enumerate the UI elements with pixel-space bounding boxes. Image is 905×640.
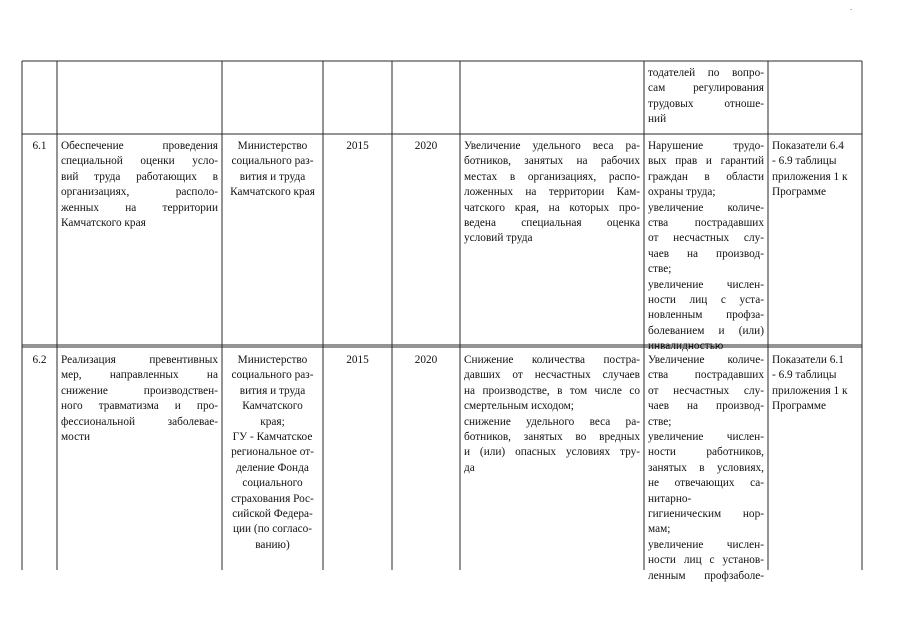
text-line: Обеспечение проведения: [61, 140, 218, 152]
text-line: Камчатского края: [61, 217, 146, 230]
text-line: от несчастных слу-: [648, 232, 764, 245]
text-line: Программе: [772, 400, 827, 413]
row2-consequences-cell: [648, 353, 764, 584]
text-line: ства пострадавших: [648, 369, 764, 382]
text-line: ГУ - Камчатское: [232, 431, 313, 444]
row2-number: 6.2: [32, 354, 47, 366]
row2-event-cell: [61, 353, 218, 445]
text-line: социального: [242, 477, 303, 490]
text-line: ции (по согласо-: [232, 523, 313, 536]
text-line: вых прав и гарантий: [648, 155, 764, 168]
text-line: Показатели 6.1: [772, 354, 844, 366]
text-line: смертельным исходом;: [464, 400, 574, 413]
text-line: занятых в условиях,: [648, 461, 764, 474]
text-line: болеванием и (или): [648, 324, 764, 337]
text-line: трудовых отноше-: [648, 97, 764, 110]
row1-end-year: 2020: [414, 140, 438, 152]
text-line: ботников, занятых во вредных: [464, 431, 640, 444]
text-line: охраны труда;: [648, 186, 716, 199]
text-line: Камчатского: [242, 400, 303, 413]
text-line: Камчатского края: [230, 186, 315, 199]
text-line: ства пострадавших: [648, 217, 764, 230]
row1-number: 6.1: [32, 140, 47, 152]
text-line: снижение удельного веса ра-: [464, 415, 640, 428]
text-line: мер, направленных на: [61, 369, 218, 382]
text-line: Увеличение количе-: [648, 354, 764, 366]
row1-event-cell: [61, 139, 218, 231]
text-line: ленным профзаболе-: [648, 569, 764, 582]
row2-start-year: 2015: [346, 354, 369, 366]
row2-result-cell: [464, 353, 640, 476]
text-line: и (или) опасных условиях тру-: [464, 446, 640, 459]
text-line: условий труда: [464, 232, 533, 245]
text-line: чатского края, на которых про-: [464, 201, 640, 214]
text-line: новленным профза-: [648, 309, 764, 322]
text-line: Снижение количества постра-: [464, 354, 640, 366]
text-line: от несчастных слу-: [648, 384, 764, 397]
text-line: ведена специальная оценка: [464, 217, 640, 230]
text-line: вития и труда: [239, 170, 306, 183]
text-line: сийской Федера-: [232, 508, 313, 521]
row2-indicators-cell: [772, 353, 860, 415]
text-line: приложения 1 к: [772, 384, 848, 397]
row1-indicators-cell: [772, 139, 860, 201]
row2-end-year: 2020: [414, 354, 438, 366]
text-line: увеличение числен-: [648, 431, 764, 444]
text-line: увеличение числен-: [648, 278, 764, 291]
text-line: Министерство: [237, 354, 308, 366]
row1-executor-cell: [222, 139, 323, 201]
text-line: давших от несчастных случаев: [464, 369, 640, 382]
text-line: - 6.9 таблицы: [772, 369, 837, 382]
text-line: стве;: [648, 415, 672, 428]
text-line: мости: [61, 431, 91, 444]
text-line: на производстве, в том числе со: [464, 384, 640, 397]
text-line: страхования Рос-: [231, 492, 314, 505]
text-line: граждан в области: [648, 170, 764, 183]
text-line: Министерство: [237, 140, 308, 152]
text-line: Реализация превентивных: [61, 354, 218, 366]
text-line: сам регулирования: [648, 82, 764, 95]
text-line: чаев на производ-: [648, 400, 764, 413]
row1-result-cell: [464, 139, 640, 247]
text-line: увеличение количе-: [648, 201, 764, 214]
text-line: - 6.9 таблицы: [772, 155, 837, 168]
text-line: организациях, располо-: [61, 186, 218, 199]
text-line: ности лиц с установ-: [648, 554, 764, 567]
text-line: тодателей по вопро-: [648, 67, 764, 79]
text-line: снижение производствен-: [61, 384, 218, 397]
text-line: ний: [648, 113, 667, 126]
text-line: инвалидностью: [648, 340, 724, 353]
text-line: социального раз-: [231, 369, 314, 382]
text-line: ложенных на территории Кам-: [464, 186, 640, 199]
text-line: вий труда работающих в: [61, 170, 218, 183]
text-line: ботников, занятых на рабочих: [464, 155, 640, 168]
text-line: ванию): [255, 538, 290, 551]
text-line: Нарушение трудо-: [648, 140, 764, 152]
text-line: нитарно-: [648, 492, 692, 505]
text-line: ного травматизма и про-: [61, 400, 218, 413]
text-line: чаев на производ-: [648, 247, 764, 260]
text-line: женных на территории: [61, 201, 218, 214]
corner-mark: .: [850, 2, 853, 12]
text-line: социального раз-: [231, 155, 314, 168]
text-line: Программе: [772, 186, 827, 199]
text-line: региональное от-: [231, 446, 314, 459]
text-line: ности лиц с уста-: [648, 294, 764, 307]
text-line: увеличение числен-: [648, 538, 764, 551]
text-line: да: [464, 461, 475, 474]
row2-executor-cell: [222, 353, 323, 553]
row1-start-year: 2015: [346, 140, 369, 152]
text-line: стве;: [648, 263, 672, 276]
text-line: края;: [260, 415, 285, 428]
text-line: Увеличение удельного веса ра-: [464, 140, 640, 152]
text-line: местах в организациях, распо-: [464, 170, 640, 183]
text-line: гигиеническим нор-: [648, 508, 764, 521]
row1-consequences-cell: [648, 139, 764, 355]
text-line: не отвечающих са-: [648, 477, 764, 490]
text-line: ности работников,: [648, 446, 764, 459]
text-line: мам;: [648, 523, 671, 536]
text-line: Показатели 6.4: [772, 140, 844, 152]
text-line: вития и труда: [239, 384, 306, 397]
row0-consequences-cell: [648, 66, 764, 128]
text-line: фессиональной заболевае-: [61, 415, 218, 428]
text-line: специальной оценки усло-: [61, 155, 218, 168]
text-line: приложения 1 к: [772, 170, 848, 183]
text-line: деление Фонда: [236, 461, 309, 474]
